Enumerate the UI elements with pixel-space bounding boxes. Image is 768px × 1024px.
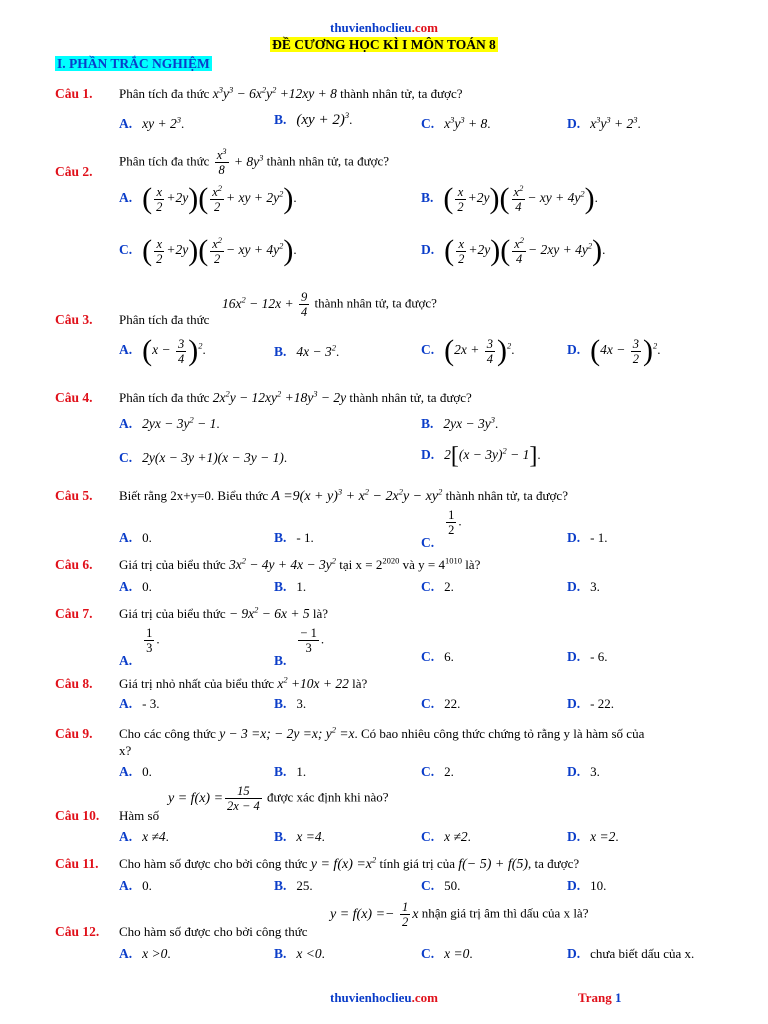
- option-d[interactable]: [567, 946, 694, 962]
- option-label: C.: [421, 696, 435, 711]
- question-number: Câu 10.: [55, 808, 100, 823]
- question-suffix: thành nhân tử, ta được?: [314, 295, 437, 311]
- option-label: C.: [421, 829, 435, 844]
- option-c[interactable]: C. x =0.: [421, 946, 473, 961]
- option-d[interactable]: D. 3.: [567, 764, 600, 779]
- option-d[interactable]: D. $x^3y^3 + 2^3$.: [567, 114, 641, 131]
- option-math: (xy + 2)$^3$: [296, 110, 350, 128]
- option-a[interactable]: A. $\frac{1}{3}$ .: [119, 626, 160, 669]
- footer-site: [0, 990, 768, 1006]
- question-number: Câu 8.: [55, 676, 93, 691]
- option-label: C.: [119, 450, 133, 465]
- option-value: 3: [296, 696, 303, 711]
- question-suffix: nhận giá trị âm thì dấu của x là?: [421, 905, 589, 921]
- question-prefix: Cho hàm số được cho bởi công thức: [119, 856, 308, 871]
- option-label: B.: [274, 878, 287, 893]
- question-text: [168, 784, 389, 813]
- option-value: - 1: [590, 530, 605, 545]
- option-label: A.: [119, 878, 133, 893]
- option-math: x =4: [296, 829, 322, 844]
- option-label: A.: [119, 116, 133, 131]
- option-b[interactable]: B. 1.: [274, 764, 307, 779]
- math-expression: y − 3 =x; − 2y =x; $y^2 =x$: [219, 724, 355, 741]
- option-c[interactable]: C. ( $\frac{x}{2}$ +2y)( $\frac{x^2}{2}$ − xy + $4y^2$).: [119, 234, 297, 267]
- question-suffix: . Có bao nhiêu công thức chứng tỏ rằng y là hàm số của: [354, 726, 645, 741]
- option-a[interactable]: A. 0.: [119, 530, 152, 545]
- option-label: D.: [567, 764, 581, 779]
- question-prefix: Phân tích đa thức: [119, 153, 210, 169]
- option-value: 1: [296, 579, 303, 594]
- option-value: 2: [444, 764, 451, 779]
- question-prefix: Giá trị nhỏ nhất của biểu thức: [119, 676, 275, 691]
- question-number: Câu 4.: [55, 390, 93, 405]
- option-label: C.: [421, 342, 435, 358]
- question-text: [119, 557, 480, 573]
- math-y-value: $4^{1010}$: [438, 555, 462, 572]
- site-header: [0, 20, 768, 36]
- option-label: D.: [567, 696, 581, 711]
- option-math: $\frac{- 1}{3}$: [300, 626, 317, 655]
- option-d[interactable]: D. - 22.: [567, 696, 614, 711]
- option-value: 3: [590, 579, 597, 594]
- question-mid: tính giá trị của: [379, 856, 455, 871]
- option-value: 0: [142, 530, 149, 545]
- option-c[interactable]: C. 6.: [421, 649, 454, 664]
- question-mid-2: và y =: [402, 557, 436, 572]
- option-label: A.: [119, 416, 133, 431]
- page-number: [578, 990, 621, 1006]
- option-b[interactable]: B. x <0.: [274, 946, 325, 961]
- question-text: [119, 606, 328, 622]
- question-number: Câu 5.: [55, 488, 93, 503]
- option-label: D.: [567, 878, 581, 893]
- question-suffix: là?: [312, 606, 329, 621]
- option-c[interactable]: C. $\frac{1}{2}$ .: [421, 508, 462, 551]
- option-label: A.: [119, 530, 133, 545]
- question-mid-1: tại x =: [339, 557, 373, 572]
- option-label: A.: [119, 829, 133, 844]
- option-c[interactable]: C. $x^3y^3 + 8$.: [421, 114, 491, 131]
- option-value: 25: [296, 878, 310, 893]
- option-math: $\frac{1}{2}$: [448, 508, 455, 537]
- option-a[interactable]: A. x >0.: [119, 946, 171, 961]
- option-d[interactable]: D. x =2.: [567, 829, 619, 844]
- option-math: x =0: [444, 946, 470, 961]
- option-d[interactable]: D. 3.: [567, 579, 600, 594]
- question-number: Câu 6.: [55, 557, 93, 572]
- option-c[interactable]: C. 2.: [421, 579, 454, 594]
- option-label: C.: [421, 116, 435, 131]
- question-prefix: Phân tích đa thức: [119, 86, 210, 101]
- question-text: [119, 676, 367, 692]
- option-value: - 3: [142, 696, 157, 711]
- option-b[interactable]: B. ( $\frac{x}{2}$ +2y)( $\frac{x^2}{4}$ − xy + $4y^2$).: [421, 182, 598, 215]
- option-label: A.: [119, 946, 133, 961]
- option-label: C.: [421, 535, 435, 551]
- option-label: D.: [567, 116, 581, 131]
- question-suffix: , ta được?: [528, 856, 580, 871]
- option-b[interactable]: B. $4x - 3^2$.: [274, 342, 340, 359]
- question-text: [330, 900, 588, 929]
- math-expression: y = f(x) = $\frac{15}{2x - 4}$: [168, 784, 260, 813]
- question-prefix: Giá trị của biểu thức: [119, 606, 226, 621]
- option-label: B.: [274, 764, 287, 779]
- math-expression: $x^3y^3 - 6x^2y^2 +12xy + 8$: [212, 84, 337, 101]
- option-value: 3: [590, 764, 597, 779]
- option-label: C.: [421, 946, 435, 961]
- section-heading-row: [55, 56, 212, 72]
- option-math: x ≠4: [142, 829, 166, 844]
- option-value: 1: [296, 764, 303, 779]
- option-value: 2: [444, 579, 451, 594]
- option-math: 2y(x − 3y +1)(x − 3y − 1): [142, 450, 284, 465]
- option-value: 22: [444, 696, 458, 711]
- option-math: (x − $\frac{3}{4}$ )$^2$: [142, 334, 203, 367]
- math-expression: $2x^2y - 12xy^2 +18y^3 - 2y$: [212, 388, 347, 405]
- option-d[interactable]: D. - 1.: [567, 530, 608, 545]
- option-label: D.: [567, 829, 581, 844]
- option-math: x ≠2: [444, 829, 468, 844]
- question-prefix: Phân tích đa thức: [119, 312, 210, 327]
- document-title: ĐỀ CƯƠNG HỌC KÌ I MÔN TOÁN 8: [272, 37, 496, 52]
- option-label: B.: [274, 579, 287, 594]
- option-label: A.: [119, 653, 133, 669]
- question-suffix: thành nhân tử, ta được?: [445, 488, 568, 503]
- option-math: $4x - 3^2$: [296, 342, 336, 359]
- option-value: 50: [444, 878, 458, 893]
- question-number: Câu 7.: [55, 606, 93, 621]
- option-label: C.: [421, 764, 435, 779]
- option-math: ( $\frac{x}{2}$ +2y)( $\frac{x^2}{4}$ − $2xy + 4y^2$): [444, 234, 603, 267]
- option-label: C.: [119, 242, 133, 258]
- option-label: B.: [421, 190, 434, 206]
- question-prefix: Phân tích đa thức: [119, 390, 210, 405]
- option-label: D.: [567, 342, 581, 358]
- option-math: $\frac{1}{3}$: [146, 626, 153, 655]
- option-math: xy + $2^3$: [142, 114, 181, 131]
- question-prefix: Giá trị của biểu thức: [119, 557, 226, 572]
- option-label: C.: [421, 579, 435, 594]
- option-d[interactable]: D. (4x − $\frac{3}{2}$ )$^2$.: [567, 334, 661, 367]
- question-number: Câu 12.: [55, 924, 100, 939]
- option-label: B.: [274, 829, 287, 844]
- question-number: Câu 9.: [55, 726, 93, 741]
- option-label: A.: [119, 696, 133, 711]
- option-value: 6: [444, 649, 451, 664]
- option-value: 0: [142, 764, 149, 779]
- option-math: x =2: [590, 829, 616, 844]
- site-name: thuvienhoclieu: [330, 20, 412, 35]
- question-suffix: được xác định khi nào?: [267, 789, 389, 805]
- question-prefix: Biết rằng 2x+y=0. Biểu thức: [119, 488, 269, 503]
- footer-site-suffix: .com: [411, 990, 438, 1005]
- option-c[interactable]: C. x ≠2.: [421, 829, 471, 844]
- option-b[interactable]: B. 3.: [274, 696, 307, 711]
- option-label: C.: [421, 649, 435, 664]
- question-text: [222, 290, 437, 319]
- option-label: B.: [274, 112, 287, 127]
- option-math: x <0: [296, 946, 322, 961]
- option-label: D.: [567, 530, 581, 545]
- option-c[interactable]: C. 22.: [421, 696, 461, 711]
- math-x-value: $2^{2020}$: [375, 555, 400, 572]
- question-suffix: thành nhân tử, ta được?: [349, 390, 472, 405]
- option-label: D.: [421, 447, 435, 463]
- site-suffix: .com: [411, 20, 438, 35]
- question-prefix: Cho các công thức: [119, 726, 216, 741]
- option-label: A.: [119, 190, 133, 206]
- option-b[interactable]: B. 25.: [274, 878, 313, 893]
- option-b[interactable]: B. (xy + 2)$^3$.: [274, 110, 353, 128]
- option-label: B.: [421, 416, 434, 431]
- page-label: Trang: [578, 990, 612, 1005]
- math-expression: y = f(x) =− $\frac{1}{2}$ x: [330, 900, 419, 929]
- question-prefix: Cho hàm số được cho bởi công thức: [119, 924, 308, 939]
- question-text: [119, 86, 463, 102]
- option-b[interactable]: B. $2yx - 3y^3$.: [421, 414, 499, 431]
- question-suffix: thành nhân tử, ta được?: [340, 86, 463, 101]
- question-text: [119, 145, 390, 177]
- question-number: Câu 1.: [55, 86, 93, 101]
- option-value: 10: [590, 878, 604, 893]
- option-math: ( $\frac{x}{2}$ +2y)( $\frac{x^2}{4}$ − xy + $4y^2$): [443, 182, 595, 215]
- math-expression: $y = f(x) =x^2$: [310, 854, 377, 872]
- option-a[interactable]: A. - 3.: [119, 696, 160, 711]
- option-math: (4x − $\frac{3}{2}$ )$^2$: [590, 334, 658, 367]
- option-math: $2yx - 3y^2 - 1$: [142, 414, 217, 431]
- option-d[interactable]: D. 10.: [567, 878, 607, 893]
- option-d[interactable]: D. - 6.: [567, 649, 608, 664]
- option-a[interactable]: A. 0.: [119, 579, 152, 594]
- option-label: C.: [421, 878, 435, 893]
- option-math: ( $\frac{x}{2}$ +2y)( $\frac{x^2}{2}$ + xy + $2y^2$): [142, 182, 294, 215]
- math-expression-2: f(− 5) + f(5): [458, 857, 529, 872]
- option-value: - 22: [590, 696, 611, 711]
- question-suffix: là?: [465, 557, 481, 572]
- math-expression: $x^2 +10x + 22$: [277, 674, 349, 691]
- option-a[interactable]: A. (x − $\frac{3}{4}$ )$^2$.: [119, 334, 206, 367]
- option-label: A.: [119, 579, 133, 594]
- option-c[interactable]: C. 2.: [421, 764, 454, 779]
- page-num-value: 1: [614, 990, 622, 1005]
- question-number: Câu 11.: [55, 856, 99, 871]
- option-b[interactable]: B. - 1.: [274, 530, 314, 545]
- option-a[interactable]: A. 0.: [119, 878, 152, 893]
- option-b[interactable]: B. 1.: [274, 579, 307, 594]
- math-expression: $3x^2 - 4y + 4x - 3y^2$: [228, 555, 336, 572]
- option-b[interactable]: B. x =4.: [274, 829, 325, 844]
- question-suffix: là?: [352, 676, 368, 691]
- option-d[interactable]: D. $2[(x - 3y)^2 - 1]$.: [421, 443, 541, 469]
- question-text-line-2: x?: [119, 743, 132, 758]
- option-value: - 6: [590, 649, 605, 664]
- option-b[interactable]: B. $\frac{- 1}{3}$ .: [274, 626, 325, 669]
- option-label: A.: [119, 342, 133, 358]
- option-math: $x^3y^3 + 8$: [444, 114, 488, 131]
- option-a[interactable]: A. x ≠4.: [119, 829, 169, 844]
- option-value: - 1: [296, 530, 311, 545]
- option-label: D.: [567, 649, 581, 664]
- section-heading: I. PHẦN TRẮC NGHIỆM: [57, 56, 210, 71]
- option-value: 0: [142, 579, 149, 594]
- option-c[interactable]: C. 50.: [421, 878, 461, 893]
- question-text: [119, 488, 568, 505]
- option-a[interactable]: A. xy + $2^3$.: [119, 114, 185, 131]
- option-label: D.: [567, 946, 581, 961]
- option-c[interactable]: C. (2x + $\frac{3}{4}$ )$^2$.: [421, 334, 515, 367]
- option-value: chưa biết dấu của x.: [590, 946, 695, 961]
- math-expression: $A =9(x + y)^3 + x^2 - 2x^2y - xy^2$: [271, 486, 443, 504]
- option-math: $x^3y^3 + 2^3$: [590, 114, 638, 131]
- option-c[interactable]: C. 2y(x − 3y +1)(x − 3y − 1).: [119, 450, 288, 465]
- option-label: B.: [274, 946, 287, 961]
- question-number: Câu 2.: [55, 164, 93, 179]
- option-math: (2x + $\frac{3}{4}$ )$^2$: [444, 334, 512, 367]
- option-math: x >0: [142, 946, 168, 961]
- question-prefix: Hàm số: [119, 808, 160, 823]
- math-expression: − $9x^2 - 6x + 5$: [228, 604, 310, 621]
- math-expression: $\frac{x^3}{8}$ + $8y^3$: [216, 145, 264, 177]
- question-number: Câu 3.: [55, 312, 93, 327]
- option-label: A.: [119, 764, 133, 779]
- option-math: $2[(x - 3y)^2 - 1]$: [444, 443, 538, 469]
- option-math: $2yx - 3y^3$: [443, 414, 495, 431]
- math-expression: $16x^2 - 12x$ + $\frac{9}{4}$: [222, 290, 308, 319]
- option-a[interactable]: A. 0.: [119, 764, 152, 779]
- footer-site-name: thuvienhoclieu: [330, 990, 412, 1005]
- option-label: B.: [274, 530, 287, 545]
- option-label: B.: [274, 696, 287, 711]
- question-text: [119, 726, 644, 742]
- question-suffix: thành nhân tử, ta được?: [266, 153, 390, 169]
- option-math: ( $\frac{x}{2}$ +2y)( $\frac{x^2}{2}$ − xy + $4y^2$): [142, 234, 294, 267]
- option-label: D.: [567, 579, 581, 594]
- option-a[interactable]: A. $2yx - 3y^2 - 1$.: [119, 414, 220, 431]
- option-a[interactable]: A. ( $\frac{x}{2}$ +2y)( $\frac{x^2}{2}$ + xy + $2y^2$).: [119, 182, 297, 215]
- option-label: D.: [421, 242, 435, 258]
- option-d[interactable]: D. ( $\frac{x}{2}$ +2y)( $\frac{x^2}{4}$ − $2xy + 4y^2$).: [421, 234, 606, 267]
- document-title-row: [0, 37, 768, 53]
- question-text: [119, 856, 579, 873]
- question-text: [119, 390, 472, 406]
- option-label: B.: [274, 344, 287, 359]
- option-value: 0: [142, 878, 149, 893]
- option-label: B.: [274, 653, 287, 669]
